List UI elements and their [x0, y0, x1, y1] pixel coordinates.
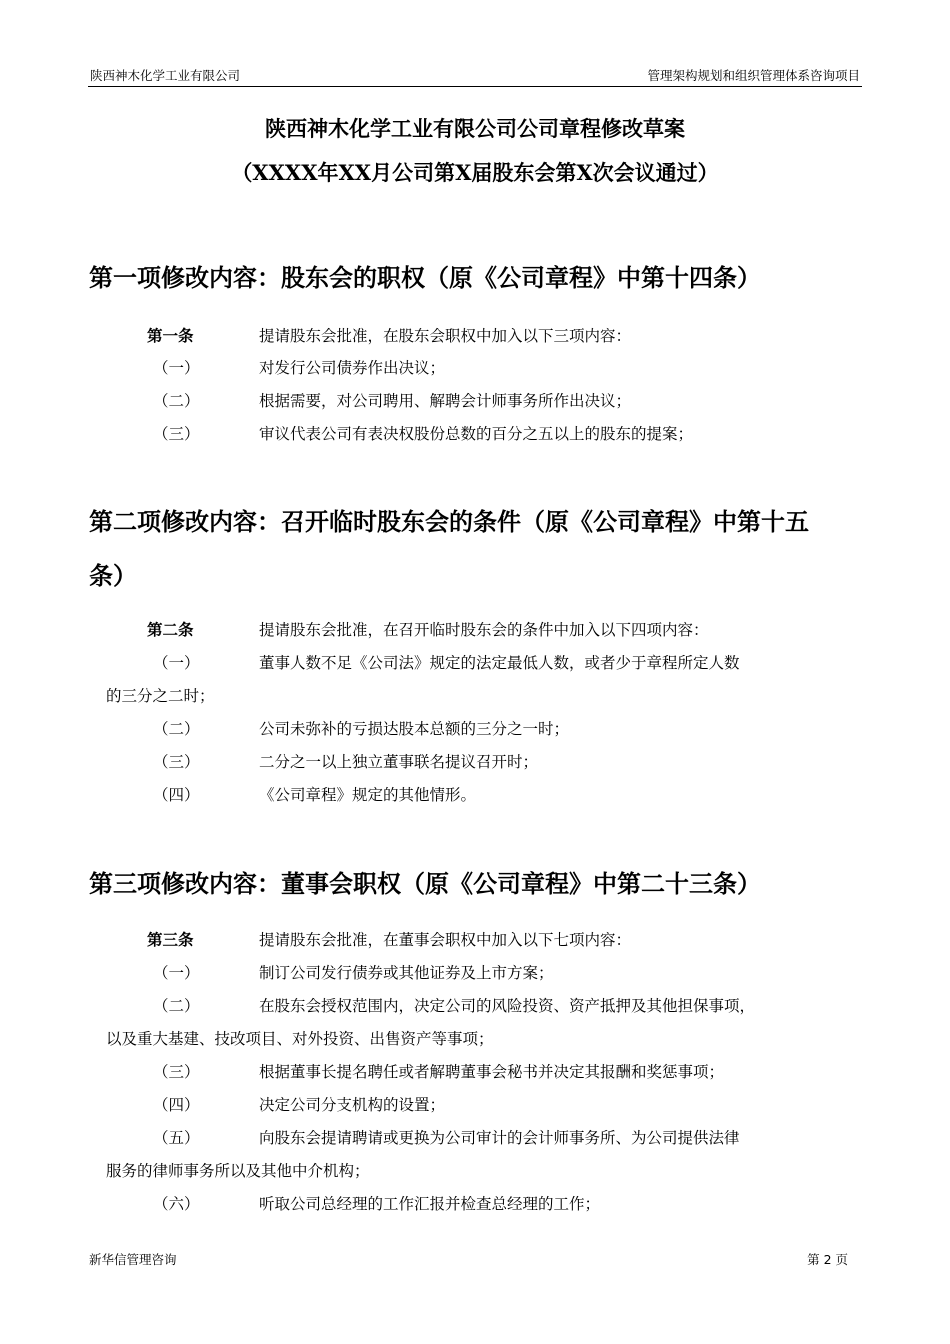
header-project: 管理架构规划和组织管理体系咨询项目 — [647, 68, 860, 83]
section2-heading: 第二项修改内容：召开临时股东会的条件（原《公司章程》中第十五 — [89, 507, 809, 536]
article3-label: 第三条 — [147, 930, 194, 949]
item-number: （一） — [153, 964, 200, 982]
page-header — [88, 67, 862, 87]
item-text: 根据董事长提名聘任或者解聘董事会秘书并决定其报酬和奖惩事项； — [259, 1063, 725, 1081]
article1-text: 提请股东会批准，在股东会职权中加入以下三项内容： — [259, 327, 632, 345]
document-subtitle: （XXXX年XX月公司第X届股东会第X次会议通过） — [231, 160, 719, 185]
item-text: 审议代表公司有表决权股份总数的百分之五以上的股东的提案； — [259, 425, 694, 443]
item-text-cont: 服务的律师事务所以及其他中介机构； — [106, 1162, 370, 1180]
item-number: （三） — [153, 1063, 200, 1081]
section2-heading-cont: 条） — [89, 561, 137, 590]
article3-text: 提请股东会批准，在董事会职权中加入以下七项内容： — [259, 931, 632, 949]
item-text: 董事人数不足《公司法》规定的法定最低人数，或者少于章程所定人数 — [259, 654, 740, 672]
section3-heading: 第三项修改内容：董事会职权（原《公司章程》中第二十三条） — [89, 869, 761, 898]
item-text: 二分之一以上独立董事联名提议召开时； — [259, 753, 539, 771]
item-number: （一） — [153, 359, 200, 377]
item-number: （二） — [153, 997, 200, 1015]
item-number: （二） — [153, 392, 200, 410]
item-text: 决定公司分支机构的设置； — [259, 1096, 446, 1114]
article2-label: 第二条 — [147, 620, 194, 639]
document-title: 陕西神木化学工业有限公司公司章程修改草案 — [265, 116, 685, 141]
item-number: （四） — [153, 1096, 200, 1114]
article1-label: 第一条 — [147, 326, 194, 345]
page-number: 第 2 页 — [807, 1252, 848, 1267]
item-number: （二） — [153, 720, 200, 738]
item-text: 根据需要，对公司聘用、解聘会计师事务所作出决议； — [259, 392, 632, 410]
header-company: 陕西神木化学工业有限公司 — [90, 68, 241, 83]
item-number: （四） — [153, 786, 200, 804]
article2-text: 提请股东会批准，在召开临时股东会的条件中加入以下四项内容： — [259, 621, 709, 639]
item-text: 在股东会授权范围内，决定公司的风险投资、资产抵押及其他担保事项， — [259, 997, 756, 1015]
item-number: （五） — [153, 1129, 200, 1147]
footer-company: 新华信管理咨询 — [89, 1252, 177, 1267]
item-number: （一） — [153, 654, 200, 672]
item-text: 公司未弥补的亏损达股本总额的三分之一时； — [259, 720, 570, 738]
item-text-cont: 以及重大基建、技改项目、对外投资、出售资产等事项； — [106, 1030, 494, 1048]
item-text: 向股东会提请聘请或更换为公司审计的会计师事务所、为公司提供法律 — [259, 1129, 740, 1147]
item-text: 制订公司发行债券或其他证券及上市方案； — [259, 964, 554, 982]
item-number: （三） — [153, 753, 200, 771]
item-text: 对发行公司债券作出决议； — [259, 359, 446, 377]
item-number: （六） — [153, 1195, 200, 1213]
item-number: （三） — [153, 425, 200, 443]
item-text: 听取公司总经理的工作汇报并检查总经理的工作； — [259, 1195, 601, 1213]
item-text-cont: 的三分之二时； — [106, 687, 215, 705]
section1-heading: 第一项修改内容：股东会的职权（原《公司章程》中第十四条） — [89, 263, 761, 292]
item-text: 《公司章程》规定的其他情形。 — [259, 786, 477, 804]
